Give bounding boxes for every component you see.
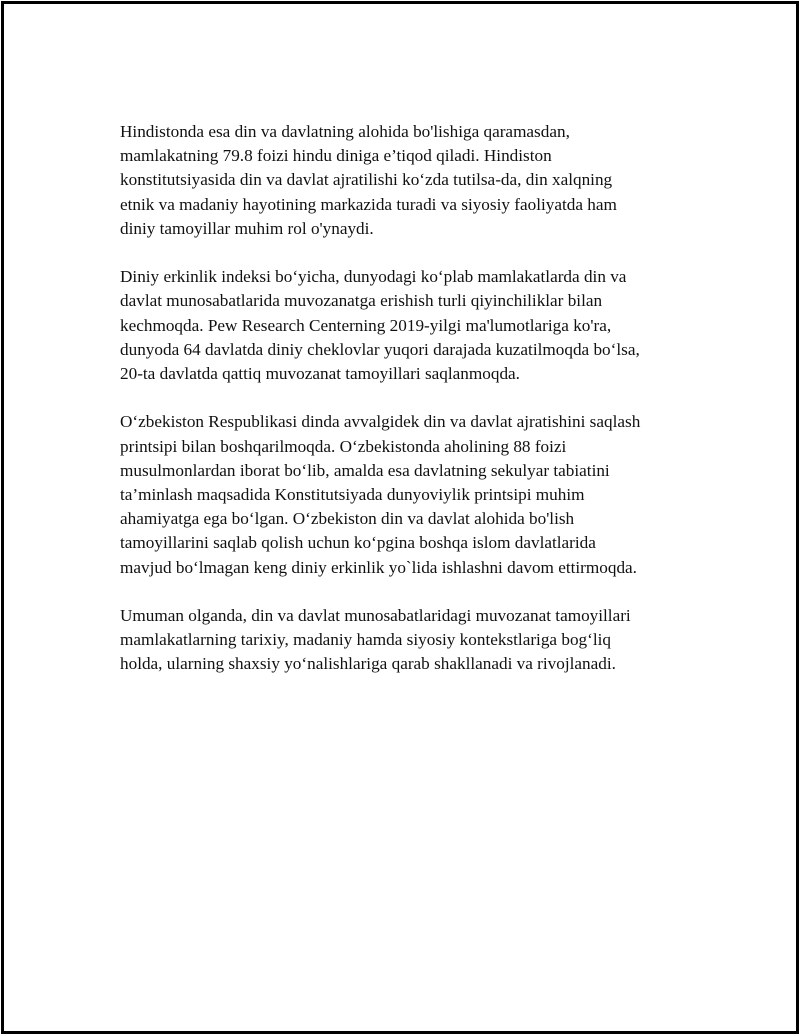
paragraph-4 (120, 604, 700, 677)
text-line: ta’minlash maqsadida Konstitutsiyada dunyoviylik printsipi muhim (120, 485, 585, 505)
text-line: Hindistonda esa din va davlatning alohida bo'lishiga qaramasdan, (120, 122, 570, 141)
text-line: Umuman olganda, din va davlat munosabatlaridagi muvozanat tamoyillari (120, 606, 631, 626)
text-line: dunyoda 64 davlatda diniy cheklovlar yuqori darajada kuzatilmoqda bo‘lsa, (120, 339, 640, 359)
text-line: O‘zbekiston Respublikasi dinda avvalgidek din va davlat ajratishini saqlash (120, 412, 641, 432)
page-frame (1, 1, 799, 1034)
text-line: tamoyillarini saqlab qolish uchun ko‘pgina boshqa islom davlatlarida (120, 533, 596, 553)
text-line: davlat munosabatlarida muvozanatga erishish turli qiyinchiliklar bilan (120, 291, 603, 311)
text-line: musulmonlardan iborat bo‘lib, amalda esa davlatning sekulyar tabiatini (120, 460, 610, 480)
document-body (120, 120, 700, 701)
text-line: mamlakatlarning tarixiy, madaniy hamda siyosiy kontekstlariga bog‘liq (120, 630, 612, 650)
paragraph-3 (120, 410, 700, 579)
text-line: etnik va madaniy hayotining markazida turadi va siyosiy faoliyatda ham (120, 194, 617, 214)
text-line: mavjud bo‘lmagan keng diniy erkinlik yo`lida ishlashni davom ettirmoqda. (120, 557, 637, 577)
text-line: kechmoqda. Pew Research Centerning 2019-yilgi ma'lumotlariga ko'ra, (120, 315, 612, 335)
text-line: holda, ularning shaxsiy yo‘nalishlariga qarab shakllanadi va rivojlanadi. (120, 654, 616, 674)
text-line: mamlakatning 79.8 foizi hindu diniga e’tiqod qiladi. Hindiston (120, 146, 552, 166)
text-line: printsipi bilan boshqarilmoqda. O‘zbekistonda aholining 88 foizi (120, 436, 567, 456)
paragraph-2 (120, 265, 700, 386)
text-line: konstitutsiyasida din va davlat ajratilishi ko‘zda tutilsa-da, din xalqning (120, 170, 613, 190)
text-line: Diniy erkinlik indeksi bo‘yicha, dunyodagi ko‘plab mamlakatlarda din va (120, 267, 627, 287)
paragraph-1 (120, 120, 700, 241)
text-line: ahamiyatga ega bo‘lgan. O‘zbekiston din va davlat alohida bo'lish (120, 509, 575, 529)
text-line: 20-ta davlatda qattiq muvozanat tamoyillari saqlanmoqda. (120, 364, 520, 384)
text-line: diniy tamoyillar muhim rol o'ynaydi. (120, 218, 374, 238)
